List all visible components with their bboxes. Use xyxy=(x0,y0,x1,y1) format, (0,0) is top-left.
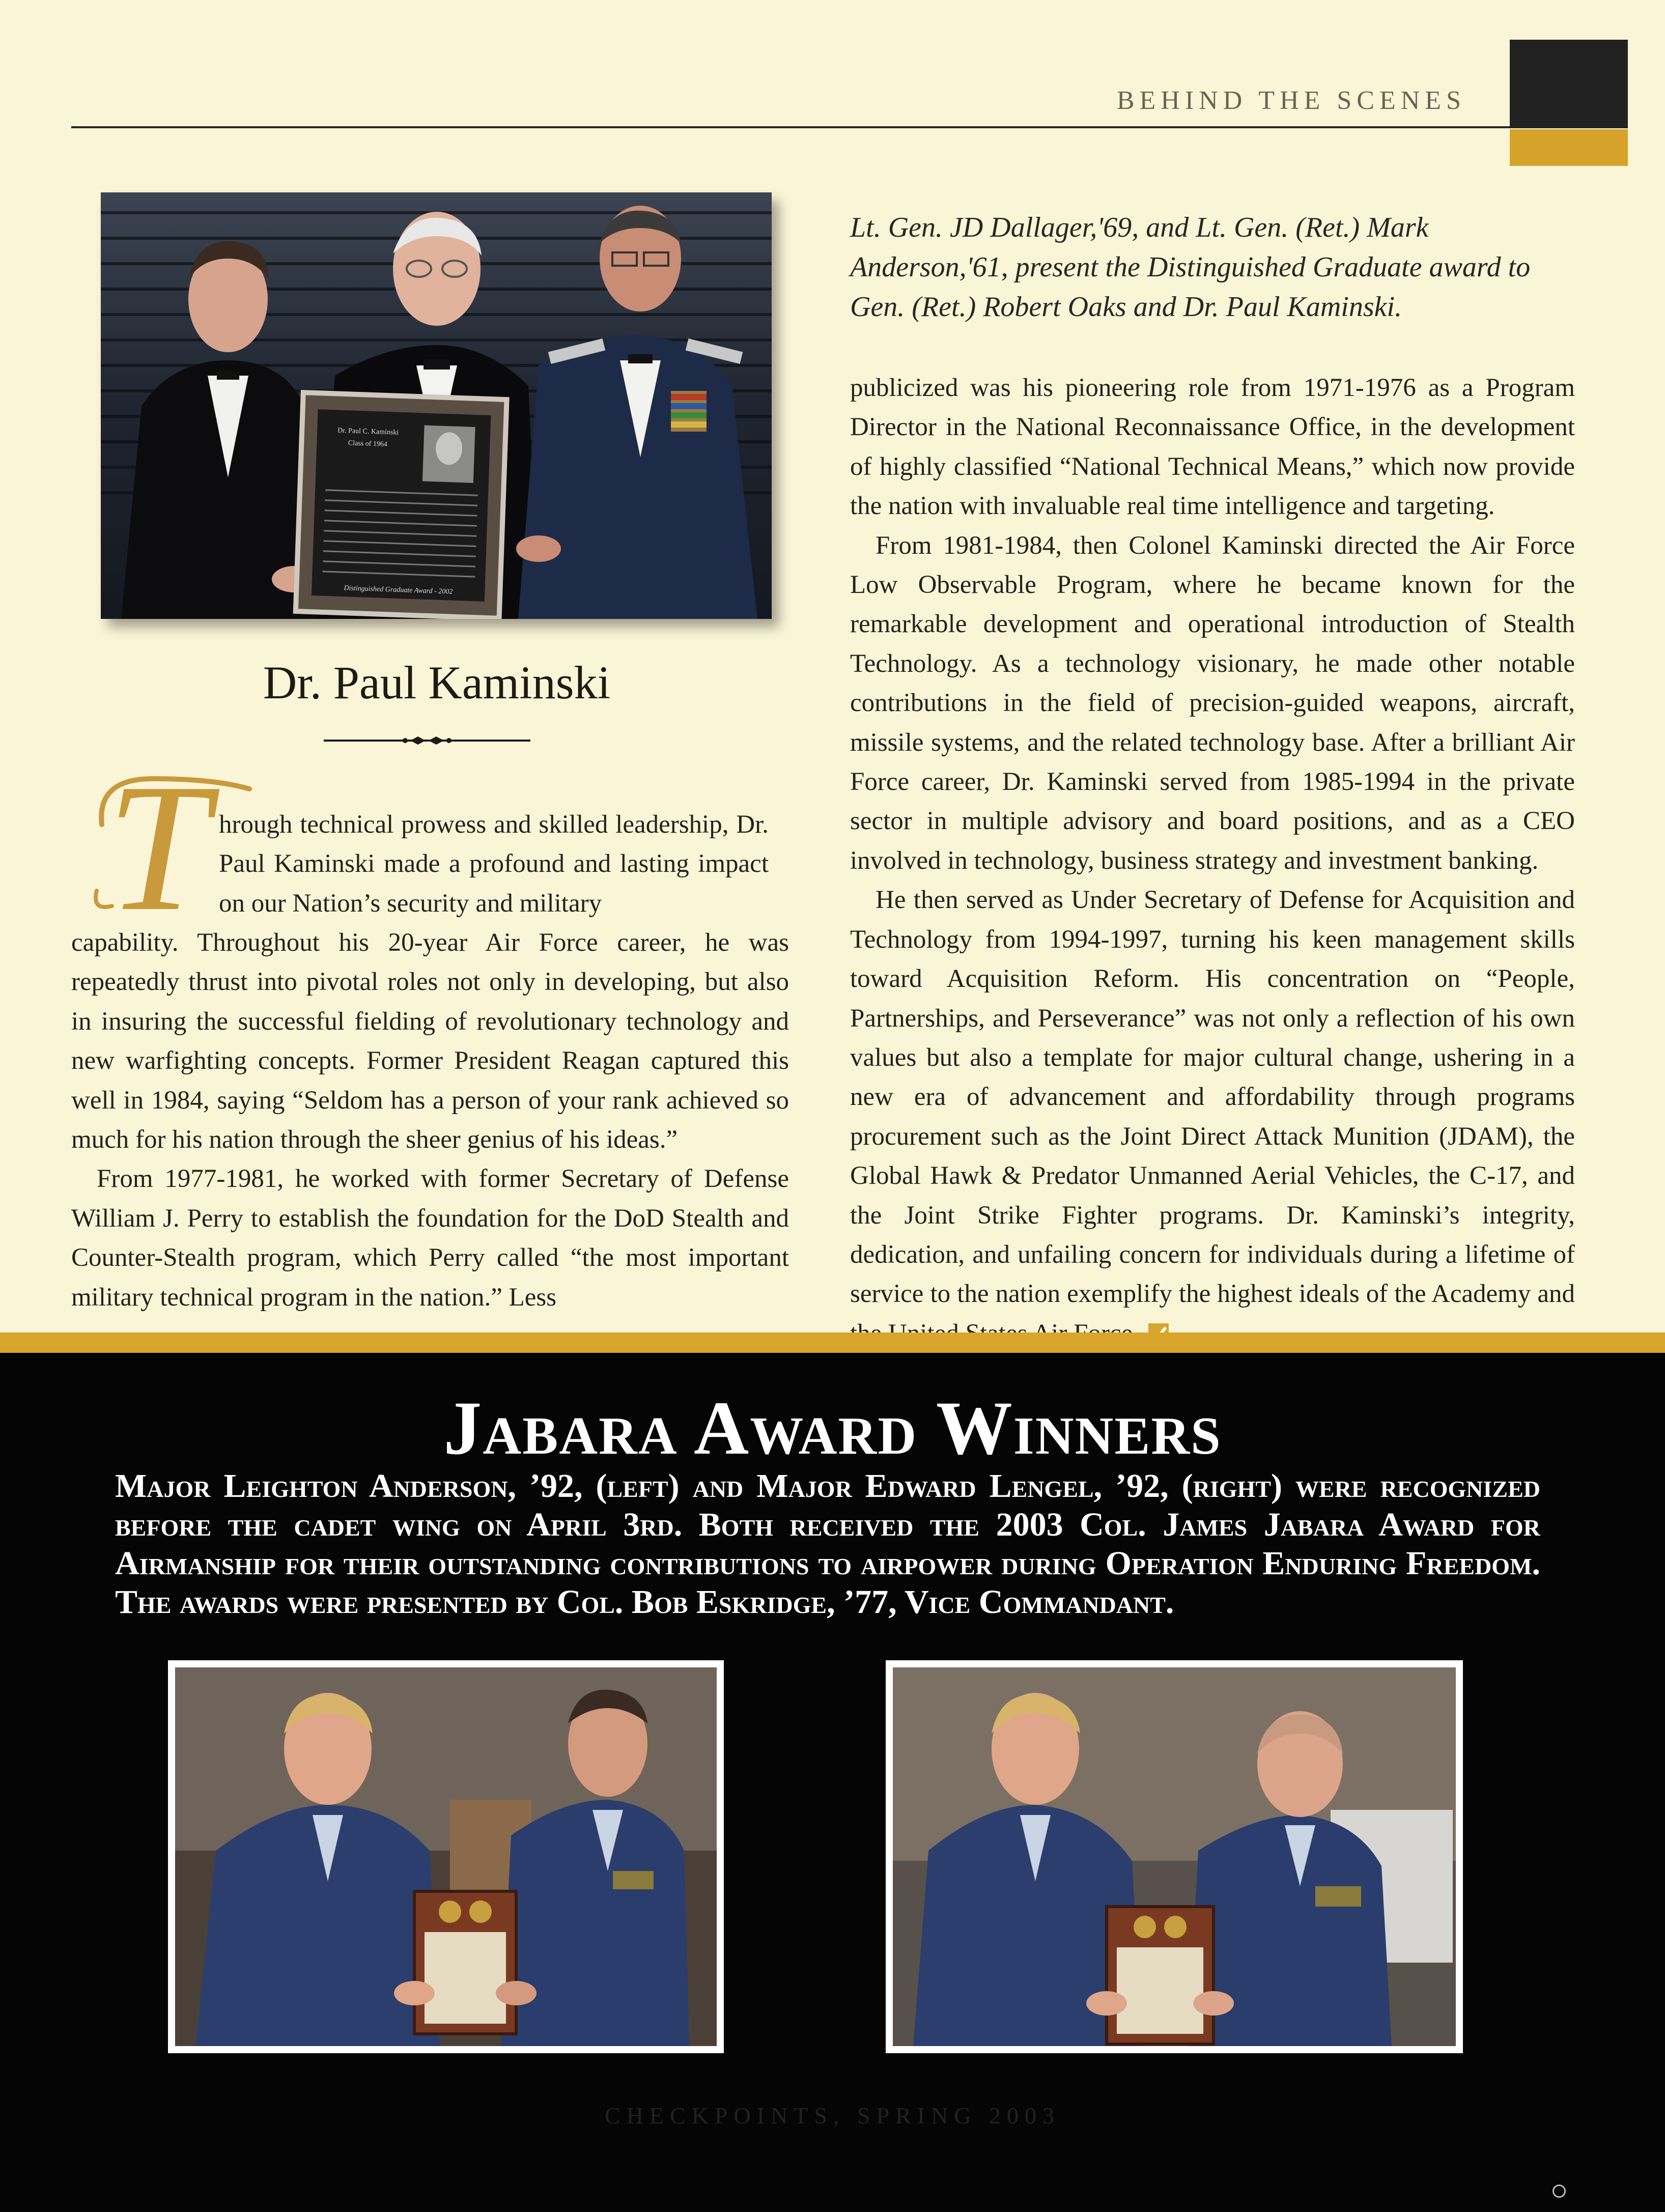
paragraph-1: capability. Throughout his 20-year Air Force career, he was repeatedly thrust into pivotal roles not only in developing, but also in insuring the successful fielding of revolutionary technology and new warfighting concepts. Former President Reagan captured this well in 1984, saying “Seldom has a person of your rank achieved so much for his nation through the sheer genius of his ideas.” xyxy=(71,928,789,1154)
plaque-name: Dr. Paul C. Kaminski xyxy=(337,427,399,437)
corner-registration-mark xyxy=(1553,2185,1566,2198)
jabara-photo-right xyxy=(886,1660,1463,2053)
section-label: BEHIND THE SCENES xyxy=(1116,86,1466,115)
lead-text: hrough technical prowess and skilled leadership, Dr. Paul Kaminski made a profound and lasting impact on our Nation’s security and military xyxy=(219,810,769,918)
jabara-photo-left xyxy=(168,1660,724,2053)
plaque-class: Class of 1964 xyxy=(348,439,388,448)
page-footer: CHECKPOINTS, SPRING 2003 xyxy=(604,2103,1061,2129)
plaque-award: Distinguished Graduate Award - 2002 xyxy=(344,584,453,596)
article-lead xyxy=(219,805,769,923)
photo-caption: Lt. Gen. JD Dallager,'69, and Lt. Gen. (Ret.) Mark Anderson,'61, present the Distinguished Graduate award to Gen. (Ret.) Robert Oaks and Dr. Paul Kaminski. xyxy=(850,212,1531,323)
award-photo xyxy=(101,192,772,619)
paragraph-4-text: He then served as Under Secretary of Defense for Acquisition and Technology from 1994-1997, turning his keen management skills toward Acquisition Reform. His concentration on “People, Partnerships, and Perseverance” was not only a reflection of his own values but also a template for major cultural change, ushering in a new era of advancement and affordability through programs procurement such as the Joint Direct Attack Munition (JDAM), the Global Hawk & Predator Unmanned Aerial Vehicles, the C-17, and the Joint Strike Fighter programs. Dr. Kaminski’s integrity, dedication, and unfailing concern for individuals during a lifetime of service to the nation exemplify the highest ideals of the Academy and xyxy=(850,886,1575,1309)
jabara-description: Major Leighton Anderson, ’92, (left) and Major Edward Lengel, ’92, (right) were recognized before the cadet wing on April 3rd. Both received the 2003 Col. James Jabara Award for Airmanship for their outstanding contributions to airpower during Operation Enduring Freedom. The awards were presented by Col. Bob Eskridge, ’77, Vice Commandant. xyxy=(115,1467,1540,1621)
header-tab-gold xyxy=(1510,129,1628,166)
paragraph-3: From 1981-1984, then Colonel Kaminski directed the Air Force Low Observable Program, where he became known for the remarkable development and operational introduction of Stealth Technology. As a technology visionary, he made other notable contributions in the field of precision-guided weapons, aircraft, missile systems, and the related technology base. After a brilliant Air Force career, Dr. Kaminski served from 1985-1994 in the private sector in multiple advisory and board positions, and as a CEO involved in technology, business strategy and investment banking. xyxy=(850,531,1575,875)
title-ornament xyxy=(324,733,530,748)
right-column xyxy=(850,368,1575,1353)
paragraph-2-end: publicized was his pioneering role from 1971-1976 as a Program Director in the National Reconnaissance Office, in the development of highly classified “National Technical Means,” which now provide the nation with invaluable real time intelligence and targeting. xyxy=(850,374,1575,521)
left-column xyxy=(71,923,789,1317)
jabara-title: Jabara Award Winners xyxy=(443,1386,1222,1470)
article-title: Dr. Paul Kaminski xyxy=(263,657,611,708)
paragraph-2-start: From 1977-1981, he worked with former Secretary of Defense William J. Perry to establish the foundation for the DoD Stealth and Counter-Stealth program, which Perry called “the most important military technical program in the nation.” Less xyxy=(71,1165,789,1312)
header-tab-dark xyxy=(1510,40,1628,128)
header-rule xyxy=(71,126,1516,128)
gold-divider-band xyxy=(0,1332,1665,1353)
svg-text:T: T xyxy=(106,758,209,921)
paragraph-4 xyxy=(850,881,1575,1353)
